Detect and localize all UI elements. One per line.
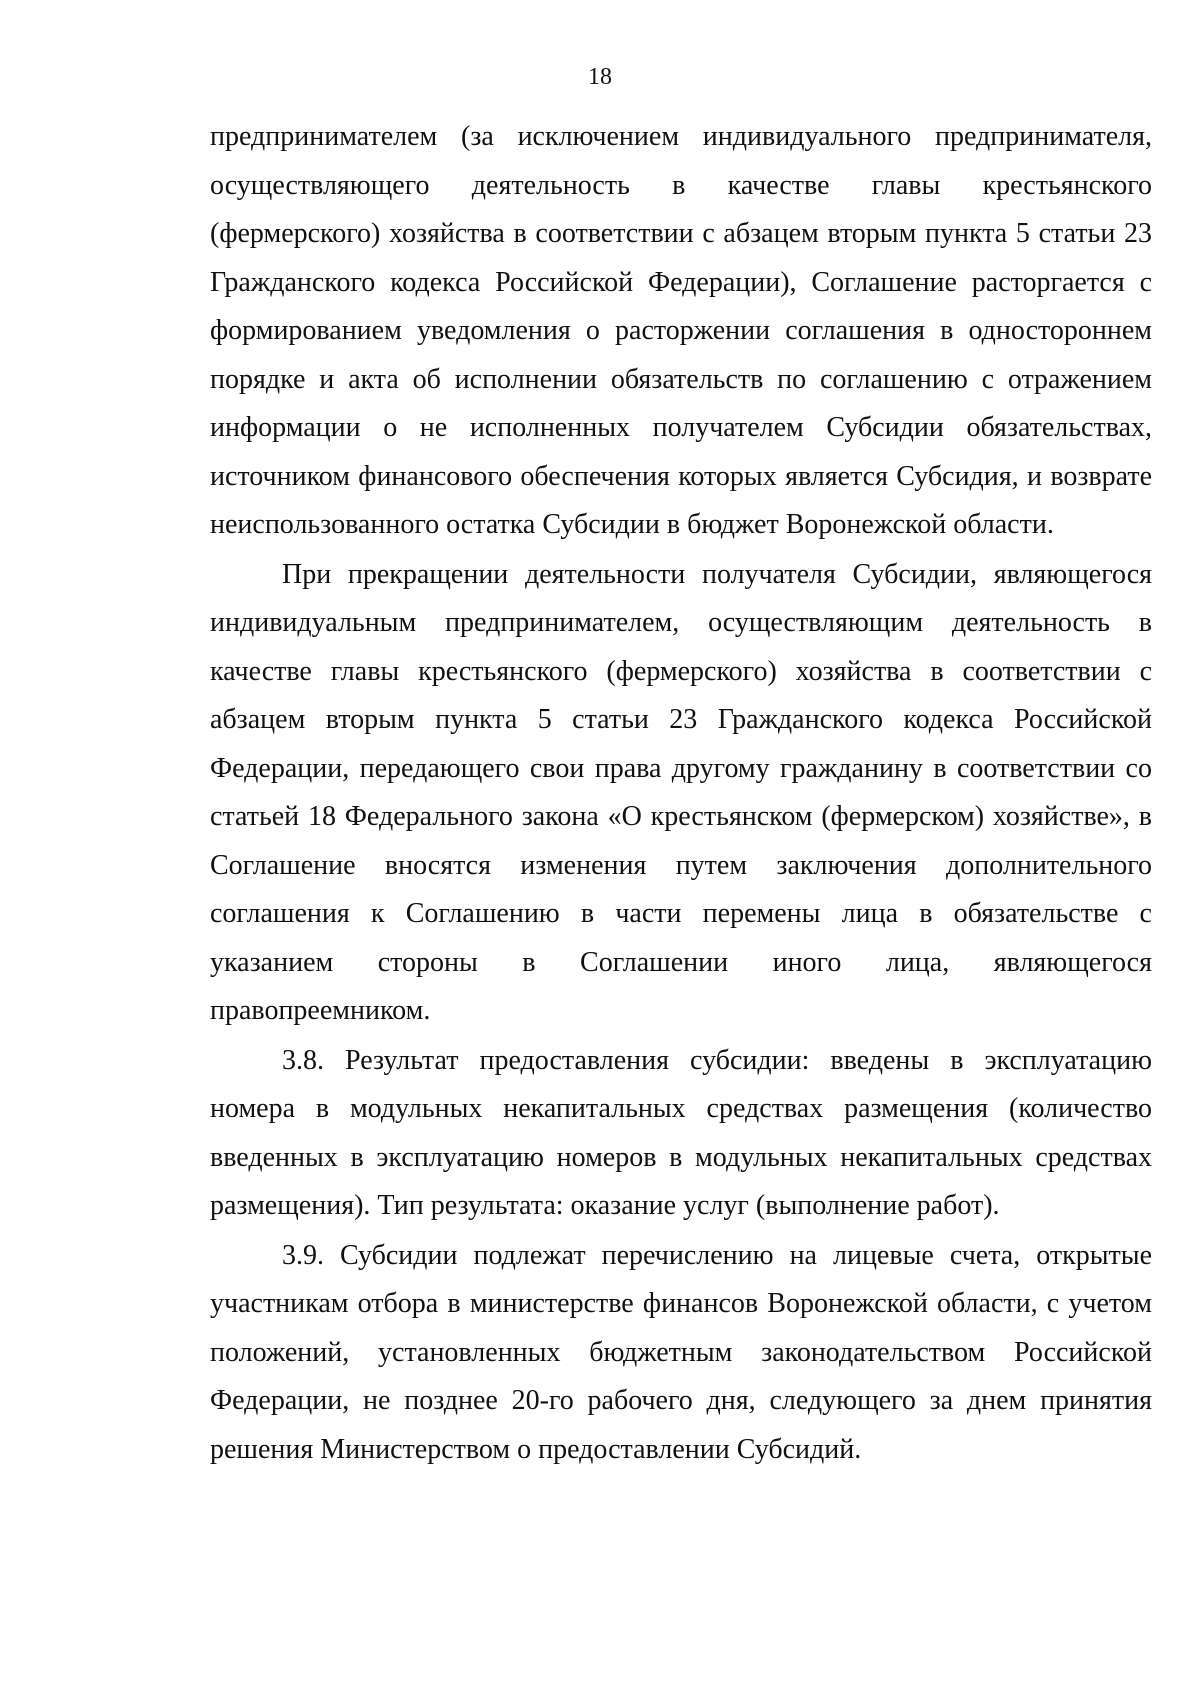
paragraph-3-9: 3.9. Субсидии подлежат перечислению на лицевые счета, открытые участникам отбора в министерстве финансов Воронежской области, с учетом положений, установленных бюджетным законодательством Российской Федерации, не позднее 20-го рабочего дня, следующего за днем принятия решения Министерством о предоставлении Субсидий. bbox=[210, 1239, 1152, 1465]
paragraph-continuation: предпринимателем (за исключением индивидуального предпринимателя, осуществляющего деятельность в качестве главы крестьянского (фермерского) хозяйства в соответствии с абзацем вторым пункта 5 статьи 23 Гражданского кодекса Российской Федерации), Соглашение расторгается с формированием уведомления о расторжении соглашения в одностороннем порядке и акта об исполнении обязательств по соглашению с отражением информации о не исполненных получателем Субсидии обязательствах, источником финансового обеспечения которых является Субсидия, и возврате неиспользованного остатка Субсидии в бюджет Воронежской области. bbox=[210, 121, 1152, 540]
document-body bbox=[210, 113, 1152, 1474]
paragraph-3-8: 3.8. Результат предоставления субсидии: введены в эксплуатацию номера в модульных некапитальных средствах размещения (количество введенных в эксплуатацию номеров в модульных некапитальных средствах размещения). Тип результата: оказание услуг (выполнение работ). bbox=[210, 1044, 1152, 1221]
paragraph-termination: При прекращении деятельности получателя Субсидии, являющегося индивидуальным предпринимателем, осуществляющим деятельность в качестве главы крестьянского (фермерского) хозяйства в соответствии с абзацем вторым пункта 5 статьи 23 Гражданского кодекса Российской Федерации, передающего свои права другому гражданину в соответствии со статьей 18 Федерального закона «О крестьянском (фермерском) хозяйстве», в Соглашение вносятся изменения путем заключения дополнительного соглашения к Соглашению в части перемены лица в обязательстве с указанием стороны в Соглашении иного лица, являющегося правопреемником. bbox=[210, 558, 1152, 1026]
page-number: 18 bbox=[588, 64, 612, 90]
